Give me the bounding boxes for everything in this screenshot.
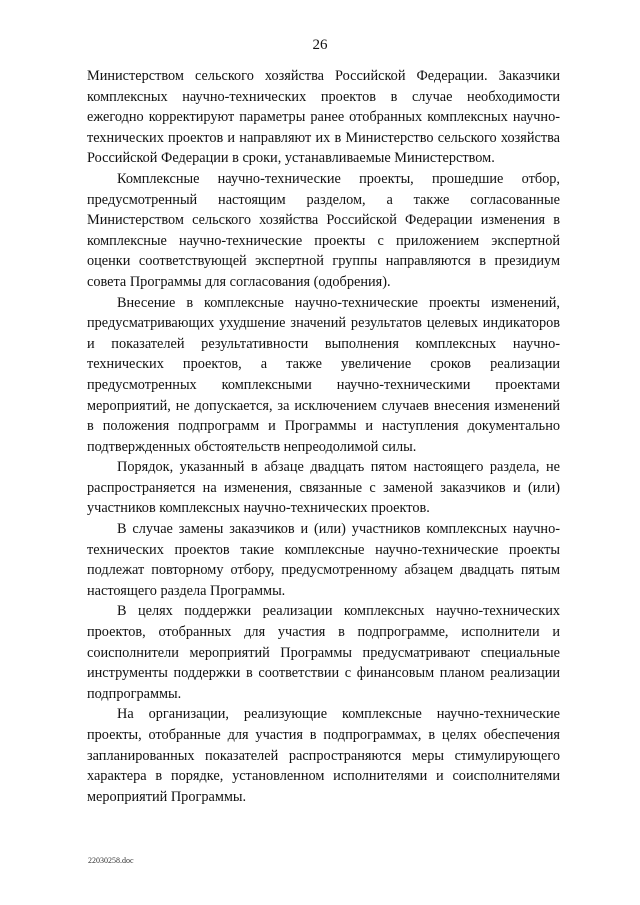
- paragraph: Порядок, указанный в абзаце двадцать пятом настоящего раздела, не распространяется на изменения, связанные с заменой заказчиков и (или) участников комплексных научно-технических проектов.: [87, 459, 560, 517]
- page-number: 26: [312, 37, 328, 53]
- paragraph-continuation: Министерством сельского хозяйства Российской Федерации. Заказчики комплексных научно-технических проектов в случае необходимости ежегодно корректируют параметры ранее отобранных комплексных научно-технических проектов и направляют их в Министерство сельского хозяйства Российской Федерации в сроки, устанавливаемые Министерством.: [87, 68, 560, 167]
- paragraph: В случае замены заказчиков и (или) участников комплексных научно-технических проектов такие комплексные научно-технические проекты подлежат повторному отбору, предусмотренному абзацем двадцать пятым настоящего раздела Программы.: [87, 521, 560, 599]
- paragraph: В целях поддержки реализации комплексных научно-технических проектов, отобранных для участия в подпрограмме, исполнители и соисполнители мероприятий Программы предусматривают специальные инструменты поддержки в соответствии с финансовым планом реализации подпрограммы.: [87, 603, 560, 702]
- document-body: [87, 66, 560, 807]
- paragraph: На организации, реализующие комплексные научно-технические проекты, отобранные для участия в подпрограммах, в целях обеспечения запланированных показателей распространяются меры стимулирующего характера в порядке, установленном исполнителями и соисполнителями мероприятий Программы.: [87, 706, 560, 805]
- paragraph: Внесение в комплексные научно-технические проекты изменений, предусматривающих ухудшение значений результатов целевых индикаторов и показателей результативности выполнения комплексных научно-технических проектов, а также увеличение сроков реализации предусмотренных комплексными научно-техническими проектами мероприятий, не допускается, за исключением случаев внесения изменений в положения подпрограмм и Программы и наступления документально подтвержденных обстоятельств непреодолимой силы.: [87, 294, 560, 455]
- paragraph: Комплексные научно-технические проекты, прошедшие отбор, предусмотренный настоящим разделом, а также согласованные Министерством сельского хозяйства Российской Федерации изменения в комплексные научно-технические проекты с приложением экспертной оценки соответствующей экспертной группы направляются в президиум совета Программы для согласования (одобрения).: [87, 170, 560, 290]
- footer-filename: 22030258.doc: [88, 856, 134, 865]
